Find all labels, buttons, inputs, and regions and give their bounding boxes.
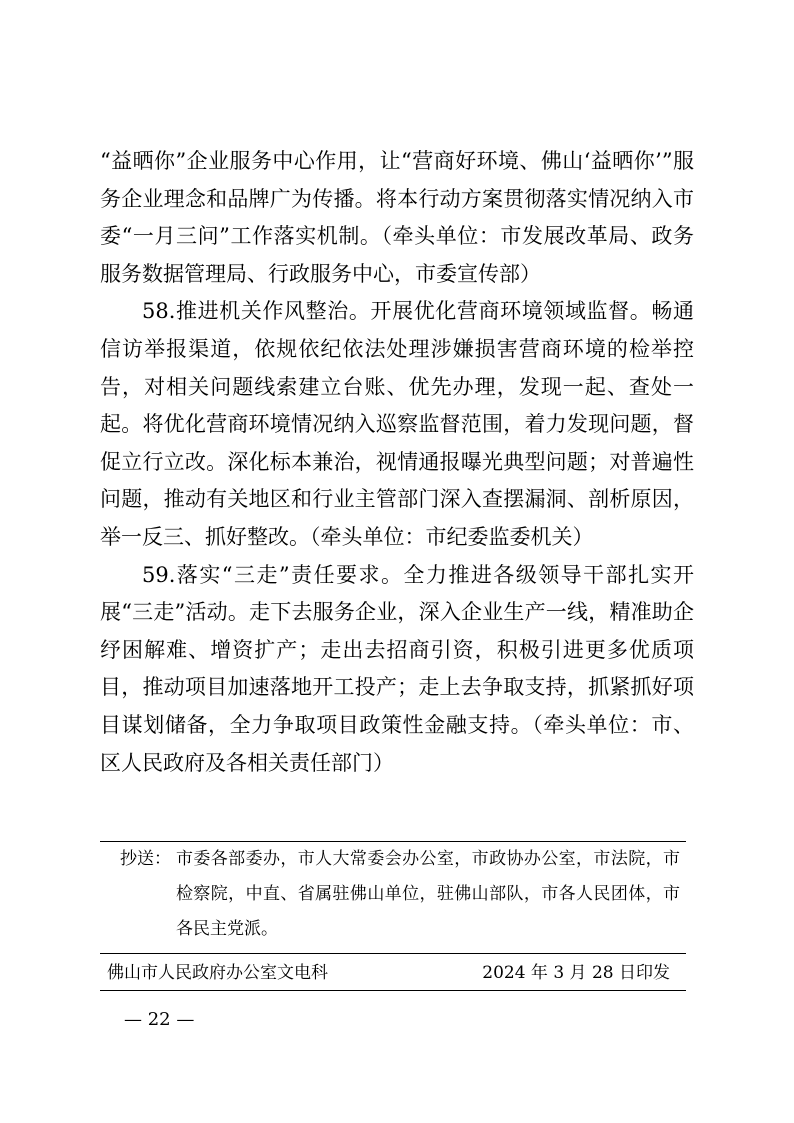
paragraph-item-59: 59.落实“三走”责任要求。全力推进各级领导干部扎实开展“三走”活动。走下去服务企业，深入企业生产一线，精准助企纾困解难、增资扩产；走出去招商引资，积极引进更多优质项目，推动项目加速落地开工投产；走上去争取支持，抓紧抓好项目谋划储备，全力争取项目政策性金融支持。（牵头单位：市、区人民政府及各相关责任部门）	[100, 562, 694, 775]
cc-block	[120, 842, 680, 947]
footer-top-rule	[100, 953, 686, 954]
print-date: 2024 年 3 月 28 日印发	[482, 963, 670, 983]
cc-label: 抄送：	[120, 849, 171, 869]
page-number: — 22 —	[124, 1009, 195, 1030]
issuing-office: 佛山市人民政府办公室文电科	[107, 963, 328, 983]
paragraph-item-58: 58.推进机关作风整治。开展优化营商环境领域监督。畅通信访举报渠道，依规依纪依法处理涉嫌损害营商环境的检举控告，对相关问题线索建立台账、优先办理，发现一起、查处一起。将优化营商环境情况纳入巡察监督范围，着力发现问题，督促立行立改。深化标本兼治，视情通报曝光典型问题；对普遍性问题，推动有关地区和行业主管部门深入查摆漏洞、剖析原因，举一反三、抓好整改。（牵头单位：市纪委监委机关）	[100, 299, 694, 549]
document-body	[100, 143, 694, 782]
cc-recipients: 市委各部委办，市人大常委会办公室，市政协办公室，市法院，市检察院，中直、省属驻佛山单位，驻佛山部队，市各人民团体，市各民主党派。	[176, 849, 680, 939]
footer-bottom-rule	[100, 990, 686, 991]
paragraph-continuation: “益晒你”企业服务中心作用，让“营商好环境、佛山‘益晒你’”服务企业理念和品牌广为传播。将本行动方案贯彻落实情况纳入市委“一月三问”工作落实机制。（牵头单位：市发展改革局、政务服务数据管理局、行政服务中心，市委宣传部）	[100, 149, 694, 286]
